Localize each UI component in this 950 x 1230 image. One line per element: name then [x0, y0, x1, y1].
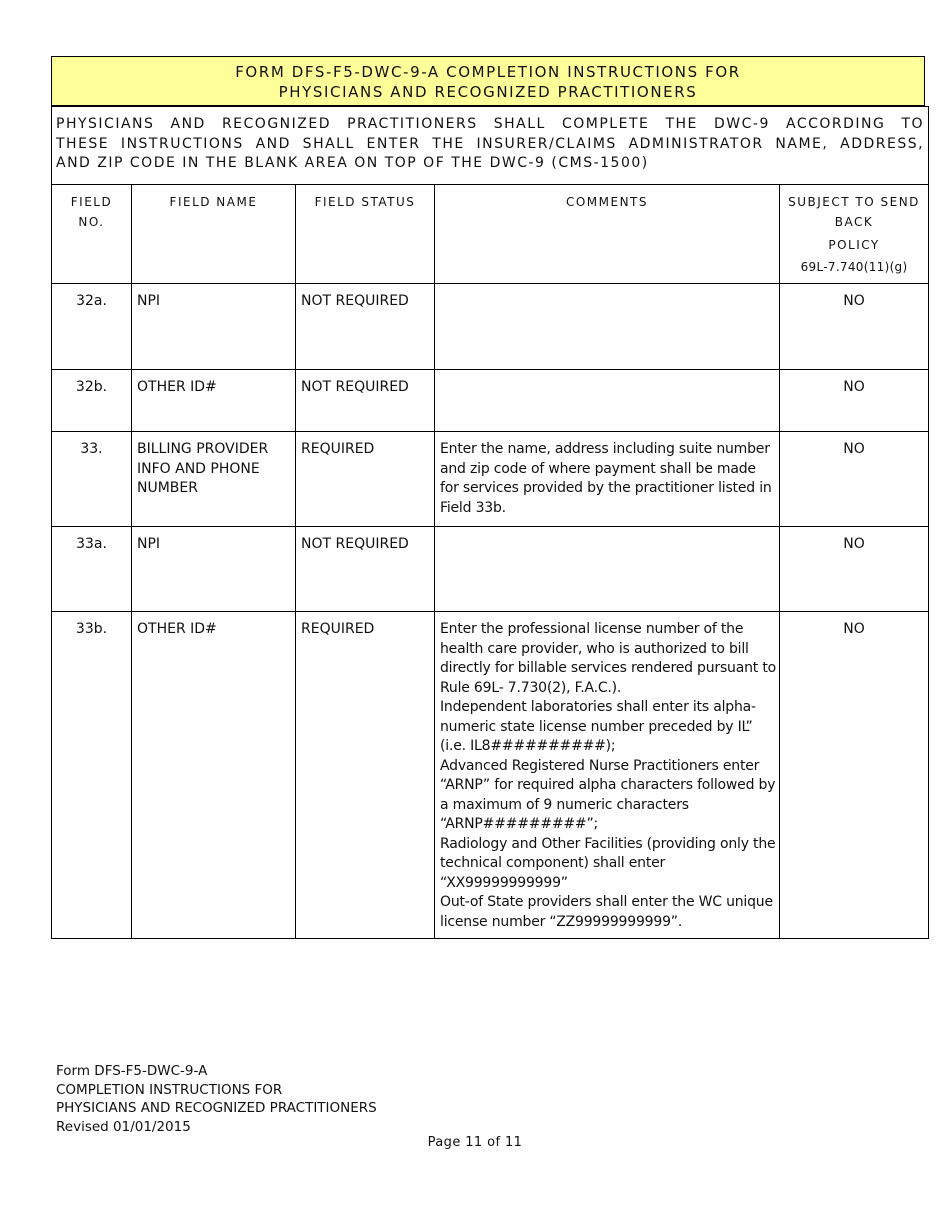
field-comment: [435, 527, 780, 612]
table-row: [52, 370, 929, 432]
field-policy: NO: [780, 612, 929, 939]
header-policy-rule: 69L-7.740(11)(g): [800, 259, 908, 274]
field-name: BILLING PROVIDER INFO AND PHONE NUMBER: [132, 432, 296, 527]
table-row: [52, 432, 929, 527]
field-no: 32b.: [52, 370, 132, 432]
field-status: NOT REQUIRED: [296, 284, 435, 370]
field-policy: NO: [780, 284, 929, 370]
footer-line: COMPLETION INSTRUCTIONS FOR: [56, 1081, 283, 1098]
header-subject-to: SUBJECT TO SEND BACK: [788, 195, 920, 229]
footer-form-info: [56, 1062, 377, 1136]
header-field-no: FIELD NO.: [52, 185, 132, 284]
field-comment: Enter the name, address including suite number and zip code of where payment shall be made for services provided by the practitioner listed in Field 33b.: [435, 432, 780, 527]
field-comment: [435, 612, 780, 939]
field-no: 32a.: [52, 284, 132, 370]
table-row: [52, 527, 929, 612]
field-status: NOT REQUIRED: [296, 370, 435, 432]
form-title-line-2: PHYSICIANS AND RECOGNIZED PRACTITIONERS: [278, 83, 698, 101]
header-policy: [780, 185, 929, 284]
footer-line: Form DFS-F5-DWC-9-A: [56, 1063, 208, 1079]
intro-line-2: THESE INSTRUCTIONS AND SHALL ENTER THE INSURER/CLAIMS ADMINISTRATOR NAME, ADDRESS,: [56, 135, 925, 152]
field-policy: NO: [780, 527, 929, 612]
header-field-name: FIELD NAME: [132, 185, 296, 284]
intro-text: [52, 107, 929, 185]
header-policy-label: POLICY: [828, 238, 880, 252]
intro-line-1: PHYSICIANS AND RECOGNIZED PRACTITIONERS SHALL COMPLETE THE DWC-9 ACCORDING TO: [56, 116, 925, 132]
field-name: NPI: [132, 284, 296, 370]
header-comments: COMMENTS: [435, 185, 780, 284]
field-name: OTHER ID#: [132, 612, 296, 939]
table-row: [52, 284, 929, 370]
header-field-status: FIELD STATUS: [296, 185, 435, 284]
comment-paragraph: Advanced Registered Nurse Practitioners enter “ARNP” for required alpha characters followed by a maximum of 9 numeric characters “ARNP#########”;: [440, 757, 776, 832]
page-number: Page 11 of 11: [427, 1135, 523, 1150]
field-status: NOT REQUIRED: [296, 527, 435, 612]
field-name: OTHER ID#: [132, 370, 296, 432]
field-comment: [435, 284, 780, 370]
comment-paragraph: Out-of State providers shall enter the WC unique license number “ZZ99999999999”.: [440, 894, 773, 930]
comment-paragraph: Enter the professional license number of the health care provider, who is authorized to bill directly for billable services rendered pursuant to Rule 69L- 7.730(2), F.A.C.).: [440, 621, 776, 696]
instructions-table: [51, 106, 929, 939]
comment-paragraph: Independent laboratories shall enter its alpha-numeric state license number preceded by IL” (i.e. IL8##########);: [440, 699, 756, 754]
field-no: 33b.: [52, 612, 132, 939]
field-status: REQUIRED: [296, 432, 435, 527]
intro-line-3: AND ZIP CODE IN THE BLANK AREA ON TOP OF THE DWC-9 (CMS-1500): [56, 155, 649, 171]
field-comment: [435, 370, 780, 432]
comment-paragraph: Radiology and Other Facilities (providing only the technical component) shall enter “XX99999999999”: [440, 835, 776, 891]
form-title-line-1: FORM DFS-F5-DWC-9-A COMPLETION INSTRUCTIONS FOR: [235, 63, 741, 81]
footer-line: PHYSICIANS AND RECOGNIZED PRACTITIONERS: [56, 1100, 377, 1116]
field-policy: NO: [780, 370, 929, 432]
field-no: 33.: [52, 432, 132, 527]
field-policy: NO: [780, 432, 929, 527]
field-no: 33a.: [52, 527, 132, 612]
intro-row: [52, 107, 929, 185]
footer-line: Revised 01/01/2015: [56, 1118, 191, 1135]
table-row: [52, 612, 929, 939]
form-title: [51, 56, 925, 106]
header-row: [52, 185, 929, 284]
field-status: REQUIRED: [296, 612, 435, 939]
field-name: NPI: [132, 527, 296, 612]
